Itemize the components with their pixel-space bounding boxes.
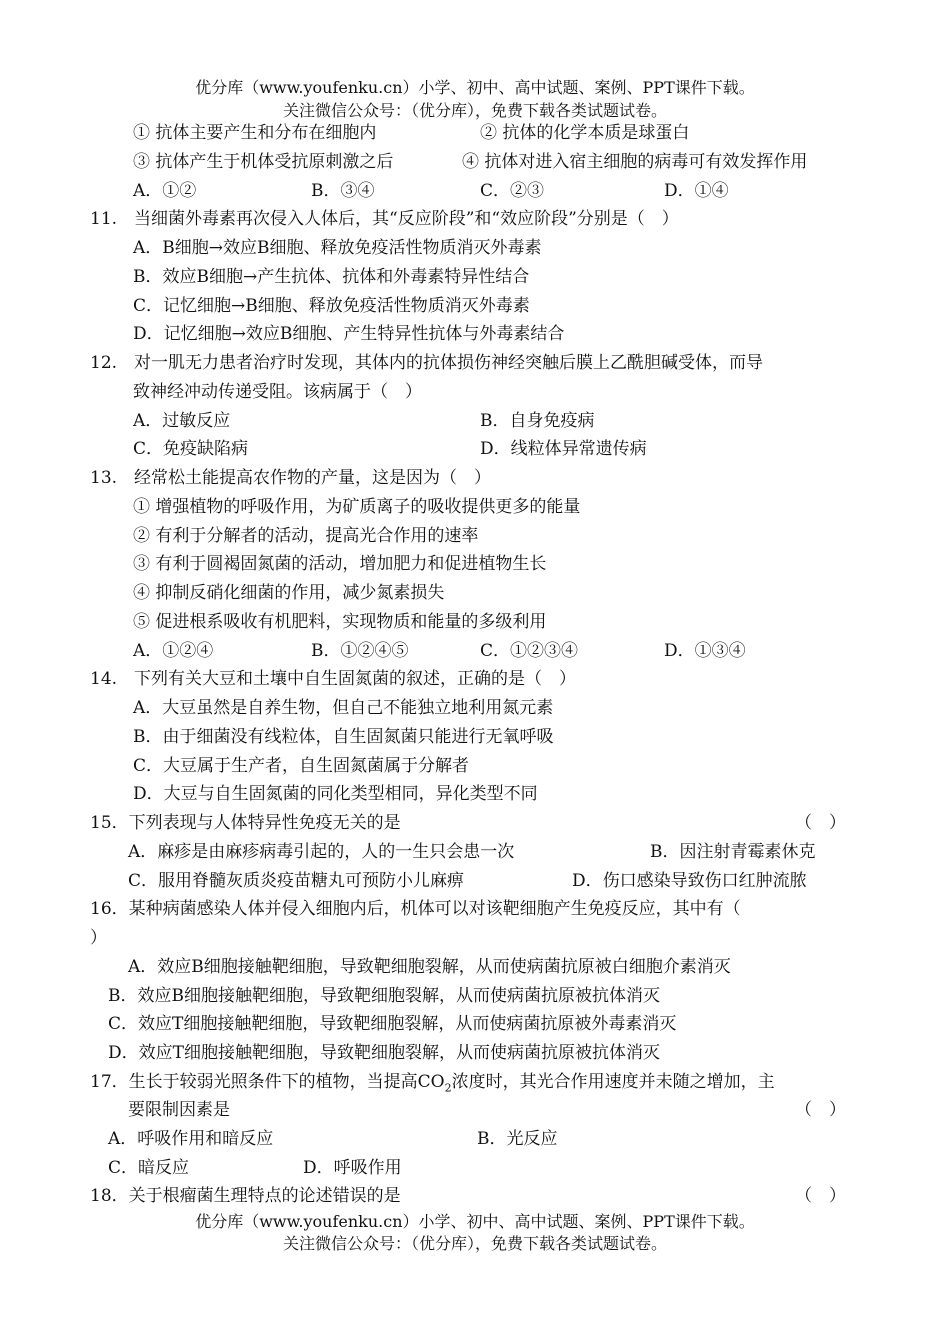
q17-option-a: A．呼吸作用和暗反应 — [108, 1129, 274, 1149]
q11-option-a: A．B细胞→效应B细胞、释放免疫活性物质消灭外毒素 — [133, 238, 542, 258]
q12-stem-line-2: 致神经冲动传递受阻。该病属于（ ） — [133, 382, 422, 402]
q12-option-d: D．线粒体异常遗传病 — [480, 439, 647, 459]
q18-answer-bracket: （ ） — [795, 1186, 846, 1206]
q12-option-c: C．免疫缺陷病 — [133, 439, 249, 459]
q13-option-b: B．①②④⑤ — [311, 641, 409, 661]
footer-line-1: 优分库（www.youfenku.cn）小学、初中、高中试题、案例、PPT课件下载。 — [195, 1212, 755, 1231]
q16-option-b: B．效应B细胞接触靶细胞，导致靶细胞裂解，从而使病菌抗原被抗体消灭 — [108, 986, 660, 1006]
q13-stem: 13. 经常松土能提高农作物的产量，这是因为（ ） — [90, 468, 492, 488]
q14-option-d: D．大豆与自生固氮菌的同化类型相同，异化类型不同 — [133, 784, 538, 804]
header-line-1: 优分库（www.youfenku.cn）小学、初中、高中试题、案例、PPT课件下载。 — [195, 78, 755, 97]
q12-stem-line-1: 12. 对一肌无力患者治疗时发现，其体内的抗体损伤神经突触后膜上乙酰胆碱受体，而导 — [90, 353, 764, 373]
q15-stem: 15．下列表现与人体特异性免疫无关的是 — [90, 813, 401, 833]
q15-option-a: A．麻疹是由麻疹病毒引起的，人的一生只会患一次 — [128, 842, 515, 862]
q17-option-b: B．光反应 — [477, 1129, 558, 1149]
q11-stem: 11. 当细菌外毒素再次侵入人体后，其“反应阶段”和“效应阶段”分别是（ ） — [90, 209, 679, 229]
q15-option-d: D．伤口感染导致伤口红肿流脓 — [572, 871, 807, 891]
q14-option-b: B．由于细菌没有线粒体，自生固氮菌只能进行无氧呼吸 — [133, 727, 554, 747]
header-line-2: 关注微信公众号：（优分库），免费下载各类试题试卷。 — [282, 101, 667, 120]
q17-co2-subscript: 2 — [444, 1081, 452, 1095]
q17-answer-bracket: （ ） — [795, 1100, 846, 1120]
q13-option-a: A．①②④ — [133, 641, 214, 661]
q13-statement-1: ① 增强植物的呼吸作用，为矿质离子的吸收提供更多的能量 — [133, 497, 581, 517]
q13-statement-3: ③ 有利于圆褐固氮菌的活动，增加肥力和促进植物生长 — [133, 554, 547, 574]
q16-option-a: A．效应B细胞接触靶细胞，导致靶细胞裂解，从而使病菌抗原被白细胞介素消灭 — [128, 957, 731, 977]
q16-option-c: C．效应T细胞接触靶细胞，导致靶细胞裂解，从而使病菌抗原被外毒素消灭 — [108, 1014, 677, 1034]
q14-option-a: A．大豆虽然是自养生物，但自己不能独立地利用氮元素 — [133, 698, 554, 718]
q17-stem-pre: 17．生长于较弱光照条件下的植物，当提高CO — [90, 1072, 445, 1092]
q14-stem: 14. 下列有关大豆和土壤中自生固氮菌的叙述，正确的是（ ） — [90, 669, 577, 689]
q11-option-b: B．效应B细胞→产生抗体、抗体和外毒素特异性结合 — [133, 267, 530, 287]
q11-option-c: C．记忆细胞→B细胞、释放免疫活性物质消灭外毒素 — [133, 296, 530, 316]
q17-stem-line-2: 要限制因素是 — [128, 1100, 230, 1120]
q12-option-a: A．过敏反应 — [133, 411, 231, 431]
footer-line-2: 关注微信公众号：（优分库），免费下载各类试题试卷。 — [282, 1234, 667, 1253]
q10-statement-1: ① 抗体主要产生和分布在细胞内 — [133, 123, 377, 143]
q10-statement-2: ② 抗体的化学本质是球蛋白 — [480, 123, 690, 143]
q16-stem-line-1: 16．某种病菌感染人体并侵入细胞内后，机体可以对该靶细胞产生免疫反应，其中有（ — [90, 899, 741, 919]
q10-option-b: B．③④ — [311, 181, 375, 201]
q17-option-c: C．暗反应 — [108, 1158, 190, 1178]
q10-statement-4: ④ 抗体对进入宿主细胞的病毒可有效发挥作用 — [462, 152, 808, 172]
q17-stem-line-1 — [90, 1071, 775, 1099]
q11-option-d: D．记忆细胞→效应B细胞、产生特异性抗体与外毒素结合 — [133, 324, 565, 344]
q17-option-d: D．呼吸作用 — [303, 1158, 402, 1178]
q18-stem: 18．关于根瘤菌生理特点的论述错误的是 — [90, 1186, 401, 1206]
q13-statement-2: ② 有利于分解者的活动，提高光合作用的速率 — [133, 526, 479, 546]
q13-statement-5: ⑤ 促进根系吸收有机肥料，实现物质和能量的多级利用 — [133, 612, 547, 632]
q12-option-b: B．自身免疫病 — [480, 411, 595, 431]
q15-answer-bracket: （ ） — [795, 813, 846, 833]
q10-statement-3: ③ 抗体产生于机体受抗原刺激之后 — [133, 152, 394, 172]
q13-option-c: C．①②③④ — [480, 641, 579, 661]
q10-option-a: A．①② — [133, 181, 197, 201]
q10-option-d: D．①④ — [664, 181, 729, 201]
q14-option-c: C．大豆属于生产者，自生固氮菌属于分解者 — [133, 756, 470, 776]
q16-option-d: D．效应T细胞接触靶细胞，导致靶细胞裂解，从而使病菌抗原被抗体消灭 — [108, 1043, 660, 1063]
q10-option-c: C．②③ — [480, 181, 545, 201]
q13-statement-4: ④ 抑制反硝化细菌的作用，减少氮素损失 — [133, 583, 445, 603]
q15-option-b: B．因注射青霉素休克 — [650, 842, 816, 862]
q15-option-c: C．服用脊髓灰质炎疫苗糖丸可预防小儿麻痹 — [128, 871, 465, 891]
q16-stem-line-2: ） — [90, 928, 107, 948]
q13-option-d: D．①③④ — [664, 641, 746, 661]
q17-stem-post: 浓度时，其光合作用速度并未随之增加，主 — [451, 1072, 775, 1092]
